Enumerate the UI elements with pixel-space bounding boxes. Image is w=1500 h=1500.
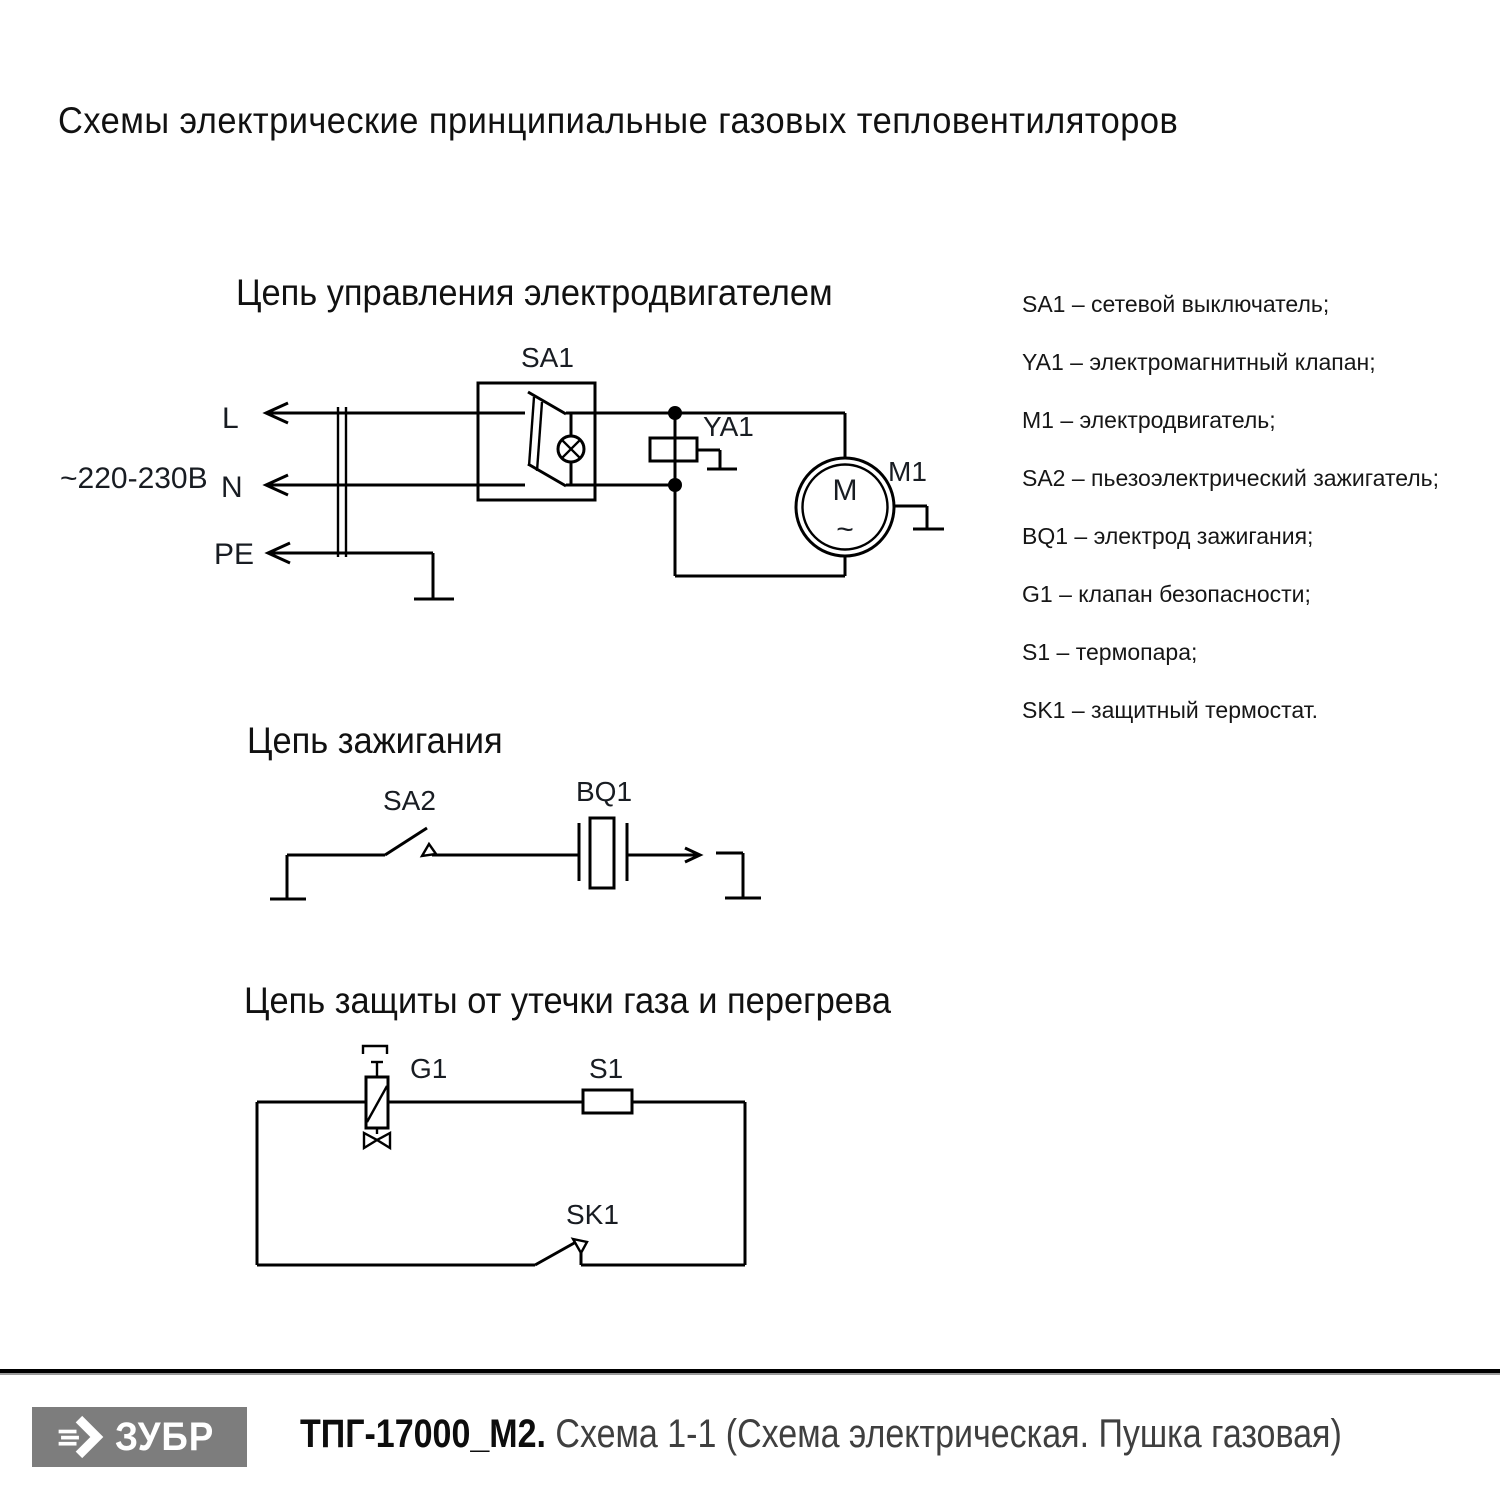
sa1-label: SA1	[521, 342, 574, 373]
legend-item-sa1: SA1 – сетевой выключатель;	[1022, 291, 1330, 317]
zubr-logo-icon	[57, 1411, 109, 1463]
s1-label: S1	[589, 1053, 624, 1084]
bq1-electrode-symbol	[579, 818, 627, 888]
legend-item-s1: S1 – термопара;	[1022, 639, 1198, 665]
zubr-logo-text: ЗУБР	[114, 1414, 214, 1459]
legend-item-sk1: SK1 – защитный термостат.	[1022, 697, 1319, 723]
motor-letter: M	[832, 474, 858, 507]
sk1-label: SK1	[566, 1199, 619, 1230]
s1-thermocouple-symbol	[583, 1090, 632, 1113]
footer-description: Схема 1-1 (Схема электрическая. Пушка газовая)	[555, 1412, 1342, 1456]
g1-safety-valve-symbol	[363, 1046, 390, 1148]
sa2-piezo-switch-symbol	[385, 828, 436, 856]
wire-pe-with-ground	[268, 553, 454, 599]
sa1-switch-symbol	[478, 383, 595, 500]
ya1-label: YA1	[703, 411, 754, 442]
motor-return-wire	[675, 413, 845, 576]
circuit-protection	[257, 1046, 745, 1265]
wire-label-n: N	[221, 471, 243, 504]
terminal-arrow-icons	[266, 403, 290, 563]
supply-voltage-label: ~220-230В	[60, 462, 208, 495]
footer-model: ТПГ-17000_М2.	[300, 1412, 546, 1456]
cable-marker-lines	[338, 407, 346, 557]
circuit-ignition	[270, 776, 761, 899]
m1-label: M1	[888, 456, 927, 487]
circuit-motor-control	[60, 342, 944, 599]
legend-item-sa2: SA2 – пьезоэлектрический зажигатель;	[1022, 465, 1440, 491]
footer-caption	[300, 1412, 1500, 1457]
legend-item-ya1: YA1 – электромагнитный клапан;	[1022, 349, 1376, 375]
protection-loop-wires	[257, 1102, 745, 1265]
sk1-thermostat-symbol	[535, 1239, 587, 1265]
bq1-label: BQ1	[576, 776, 633, 807]
motor-ac-symbol: ~	[836, 513, 854, 546]
legend-item-m1: M1 – электродвигатель;	[1022, 407, 1276, 433]
wire-label-pe: PE	[214, 538, 255, 571]
footer-divider	[0, 1369, 1500, 1373]
legend-item-bq1: BQ1 – электрод зажигания;	[1022, 523, 1314, 549]
ignition-right-ground	[716, 853, 761, 898]
wire-label-l: L	[222, 402, 239, 435]
indicator-lamp-icon	[558, 413, 584, 485]
zubr-logo	[32, 1407, 247, 1467]
legend-item-g1: G1 – клапан безопасности;	[1022, 581, 1311, 607]
section-title-protection-text: Цепь защиты от утечки газа и перегрева	[244, 980, 891, 1021]
g1-label: G1	[410, 1053, 448, 1084]
spark-arrow	[627, 848, 700, 862]
section-title-ignition-text: Цепь зажигания	[247, 720, 503, 761]
page-title-text: Схемы электрические принципиальные газовых тепловентиляторов	[58, 100, 1179, 141]
section-title-motor-control-text: Цепь управления электродвигателем	[236, 272, 833, 313]
ignition-left-ground	[270, 855, 306, 899]
sa2-label: SA2	[383, 785, 436, 816]
